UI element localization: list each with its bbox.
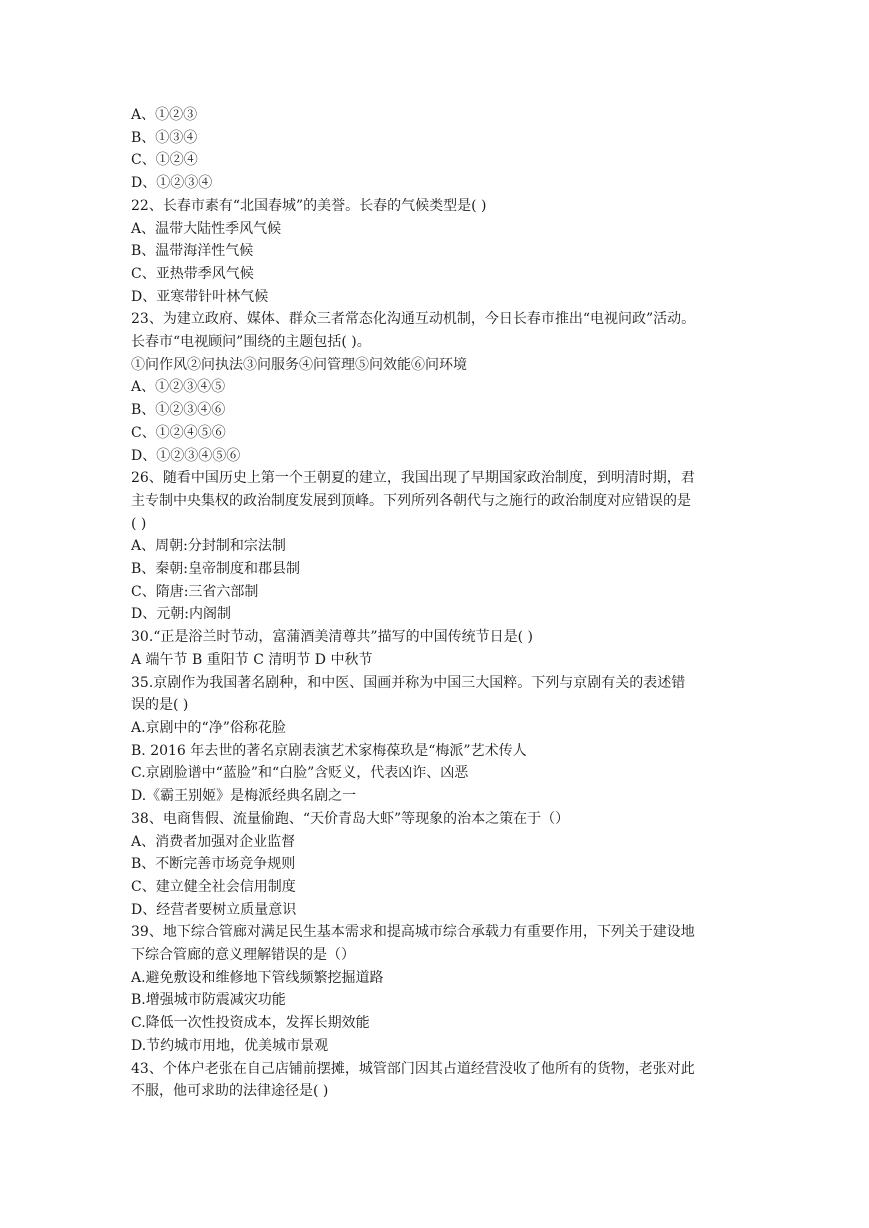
option-b: B、温带海洋性气候 [131,243,254,260]
question-stem-continued: 不服，他可求助的法律途径是( ) [131,1083,329,1100]
option-c: C.降低一次性投资成本，发挥长期效能 [131,1015,370,1032]
question-22 [131,195,741,309]
option-d: D、亚寒带针叶林气候 [131,288,269,305]
question-38 [131,808,741,922]
question-stem: 23、为建立政府、媒体、群众三者常态化沟通互动机制，今日长春市推出“电视问政”活动。 [131,311,696,328]
question-stem-continued: 长春市“电视顾问”围绕的主题包括( )。 [131,334,371,351]
option-a: A、温带大陆性季风气候 [131,220,282,237]
question-stem: 39、地下综合管廊对满足民生基本需求和提高城市综合承载力有重要作用，下列关于建设地 [131,924,695,941]
question-stem: 26、随看中国历史上第一个王朝夏的建立，我国出现了早期国家政治制度，到明清时期，君 [131,470,695,487]
question-30 [131,626,741,671]
option-c: C、①②④ [131,152,198,169]
option-a: A.京剧中的“净”俗称花脸 [131,719,286,736]
question-stem: 35.京剧作为我国著名剧种，和中医、国画并称为中国三大国粹。下列与京剧有关的表述错 [131,674,686,691]
question-23 [131,308,741,467]
question-stem-continued: ( ) [131,515,147,532]
option-d: D、元朝:内阁制 [131,606,231,623]
option-c: C、亚热带季风气候 [131,265,254,282]
options-inline: A 端午节 B 重阳节 C 清明节 D 中秋节 [131,651,373,668]
option-b: B、①②③④⑥ [131,402,226,419]
option-a: A、周朝:分封制和宗法制 [131,538,286,555]
question-stem-continued: 下综合管廊的意义理解错误的是（） [131,947,355,964]
question-stem: 22、长春市素有“北国春城”的美誉。长春的气候类型是( ) [131,197,487,214]
option-d: D、①②③④ [131,175,213,192]
option-b: B、秦朝:皇帝制度和郡县制 [131,561,301,578]
option-d: D.《霸王别姬》是梅派经典名剧之一 [131,788,357,805]
option-b: B、①③④ [131,129,198,146]
question-stem-continued: 误的是( ) [131,697,189,714]
question-list [131,104,741,1103]
option-a: A、消费者加强对企业监督 [131,833,296,850]
option-d: D、①②③④⑤⑥ [131,447,241,464]
question-21-options [131,104,741,195]
option-c: C、隋唐:三省六部制 [131,583,259,600]
question-stem: 38、电商售假、流量偷跑、“天价青岛大虾”等现象的治本之策在于（） [131,810,570,827]
question-39 [131,921,741,1057]
option-d: D.节约城市用地，优美城市景观 [131,1037,329,1054]
option-a: A、①②③ [131,107,198,123]
option-d: D、经营者要树立质量意识 [131,901,297,918]
option-b: B、不断完善市场竞争规则 [131,856,296,873]
option-c: C、建立健全社会信用制度 [131,878,296,895]
option-c: C、①②④⑤⑥ [131,424,226,441]
question-26 [131,467,741,626]
question-stem: 43、个体户老张在自己店铺前摆摊，城管部门因其占道经营没收了他所有的货物，老张对此 [131,1060,695,1077]
question-stem-continued: 主专制中央集权的政治制度发展到顶峰。下列所列各朝代与之施行的政治制度对应错误的是 [131,492,691,509]
option-a: A.避免敷设和维修地下管线频繁挖掘道路 [131,969,384,986]
question-35 [131,672,741,808]
question-items: ①问作风②问执法③问服务④问管理⑤问效能⑥问环境 [131,356,467,373]
option-b: B. 2016 年去世的著名京剧表演艺术家梅葆玖是“梅派”艺术传人 [131,742,527,759]
question-43 [131,1058,741,1103]
option-b: B.增强城市防震减灾功能 [131,992,286,1009]
option-c: C.京剧脸谱中“蓝脸”和“白脸”含贬义，代表凶诈、凶恶 [131,765,469,782]
question-stem: 30.“正是浴兰时节动，富蒲酒美清尊共”描写的中国传统节日是( ) [131,629,533,646]
option-a: A、①②③④⑤ [131,379,226,396]
